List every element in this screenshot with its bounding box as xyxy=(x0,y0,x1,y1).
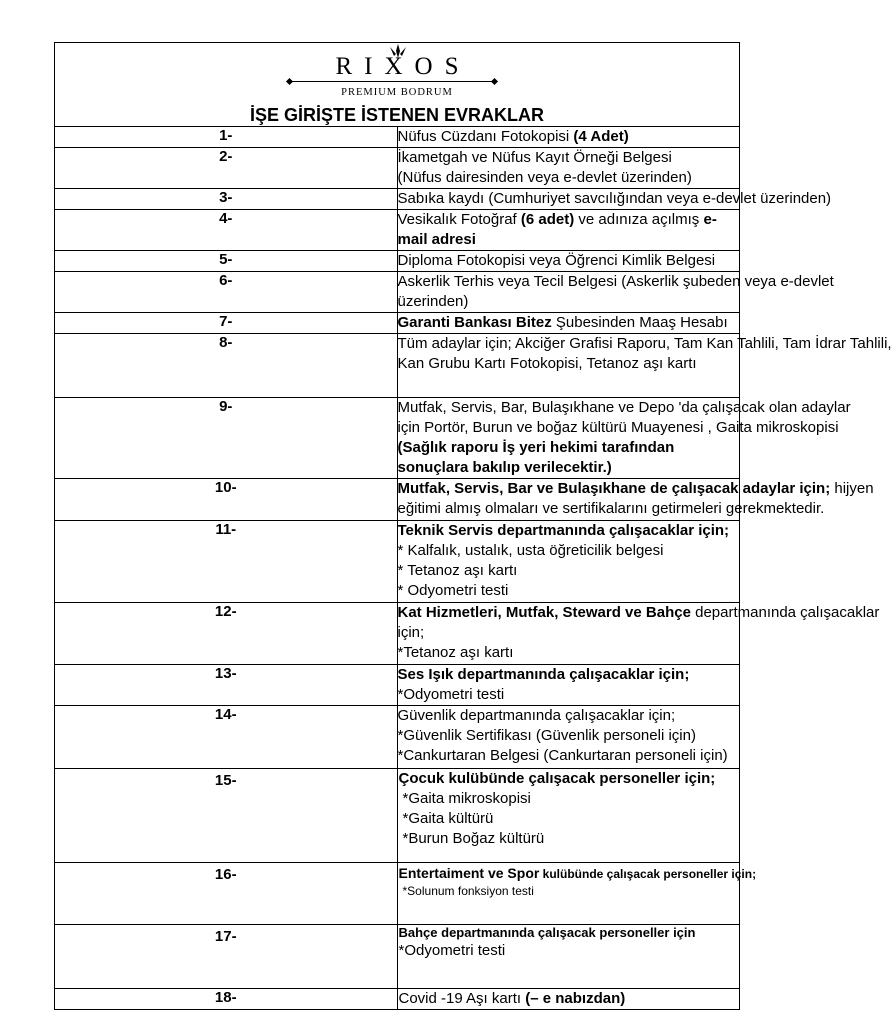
table-row xyxy=(55,334,740,398)
row-number: 15- xyxy=(55,769,398,863)
table-row xyxy=(55,148,740,189)
row-number: 2- xyxy=(55,148,398,189)
row-number: 14- xyxy=(55,706,398,769)
row-number: 16- xyxy=(55,863,398,925)
table-row xyxy=(55,210,740,251)
table-row xyxy=(55,863,740,925)
row-number: 13- xyxy=(55,665,398,706)
document-table xyxy=(54,42,892,1010)
row-number: 17- xyxy=(55,925,398,989)
header-row xyxy=(55,43,740,127)
table-row xyxy=(55,479,740,521)
row-number: 12- xyxy=(55,603,398,665)
row-text: Çocuk kulübünde çalışacak personeller için; *Gaita mikroskopisi *Gaita kültürü *Burun Boğaz kültürü xyxy=(397,769,740,863)
row-number: 6- xyxy=(55,272,398,313)
row-text: Kat Hizmetleri, Mutfak, Steward ve Bahçe departmanında çalışacaklar için; *Tetanoz aşı kartı xyxy=(397,603,740,665)
header-cell xyxy=(55,43,740,127)
row-number: 4- xyxy=(55,210,398,251)
row-number: 10- xyxy=(55,479,398,521)
table-row xyxy=(55,989,740,1010)
table-row xyxy=(55,603,740,665)
table-row xyxy=(55,521,740,603)
row-text: Askerlik Terhis veya Tecil Belgesi (Askerlik şubeden veya e-devlet üzerinden) xyxy=(397,272,740,313)
row-number: 8- xyxy=(55,334,398,398)
row-number: 3- xyxy=(55,189,398,210)
row-number: 11- xyxy=(55,521,398,603)
row-text: Covid -19 Aşı kartı (– e nabızdan) xyxy=(397,989,740,1010)
table-row xyxy=(55,251,740,272)
row-number: 1- xyxy=(55,127,398,148)
row-text: Sabıka kaydı (Cumhuriyet savcılığından veya e-devlet üzerinden) xyxy=(397,189,740,210)
row-text: Ses Işık departmanında çalışacaklar için; *Odyometri testi xyxy=(397,665,740,706)
table-row xyxy=(55,769,740,863)
table-row xyxy=(55,313,740,334)
logo-brand: RIXOS xyxy=(335,53,471,80)
table-row xyxy=(55,189,740,210)
row-text: Nüfus Cüzdanı Fotokopisi (4 Adet) xyxy=(397,127,740,148)
table-row xyxy=(55,272,740,313)
row-text: İkametgah ve Nüfus Kayıt Örneği Belgesi (Nüfus dairesinden veya e-devlet üzerinden) xyxy=(397,148,740,189)
table-row xyxy=(55,706,740,769)
row-text: Bahçe departmanında çalışacak personeller için *Odyometri testi xyxy=(397,925,740,989)
row-text: Teknik Servis departmanında çalışacaklar için; * Kalfalık, ustalık, usta öğreticilik belgesi * Tetanoz aşı kartı * Odyometri testi xyxy=(397,521,740,603)
row-number: 9- xyxy=(55,398,398,479)
row-text: Mutfak, Servis, Bar ve Bulaşıkhane de çalışacak adaylar için; hijyen eğitimi almış olmaları ve sertifikalarını getirmeleri gerekmektedir. xyxy=(397,479,740,521)
table-row xyxy=(55,127,740,148)
row-text: Entertaiment ve Spor kulübünde çalışacak personeller için; *Solunum fonksiyon testi xyxy=(397,863,740,925)
row-number: 18- xyxy=(55,989,398,1010)
row-text: Mutfak, Servis, Bar, Bulaşıkhane ve Depo 'da çalışacak olan adaylar için Portör, Burun ve boğaz kültürü Muayenesi , Gaita mikroskopisi (Sağlık raporu İş yeri hekimi tarafından sonuçlara bakılıp verilecektir.) xyxy=(397,398,740,479)
row-text: Vesikalık Fotoğraf (6 adet) ve adınıza açılmış e-mail adresi xyxy=(397,210,740,251)
rixos-logo xyxy=(55,43,739,99)
row-text: Garanti Bankası Bitez Şubesinden Maaş Hesabı xyxy=(397,313,740,334)
logo-subtitle: PREMIUM BODRUM xyxy=(341,87,453,98)
row-number: 5- xyxy=(55,251,398,272)
row-text: Güvenlik departmanında çalışacaklar için; *Güvenlik Sertifikası (Güvenlik personeli için) *Cankurtaran Belgesi (Cankurtaran personeli için) xyxy=(397,706,740,769)
logo-rule xyxy=(291,81,493,82)
row-number: 7- xyxy=(55,313,398,334)
table-row xyxy=(55,925,740,989)
row-text: Tüm adaylar için; Akciğer Grafisi Raporu, Tam Kan Tahlili, Tam İdrar Tahlili, Kan Grubu Kartı Fotokopisi, Tetanoz aşı kartı xyxy=(397,334,740,398)
table-row xyxy=(55,665,740,706)
table-row xyxy=(55,398,740,479)
page-title: İŞE GİRİŞTE İSTENEN EVRAKLAR xyxy=(249,105,545,125)
document-sheet xyxy=(54,42,892,1010)
row-text: Diploma Fotokopisi veya Öğrenci Kimlik Belgesi xyxy=(397,251,740,272)
